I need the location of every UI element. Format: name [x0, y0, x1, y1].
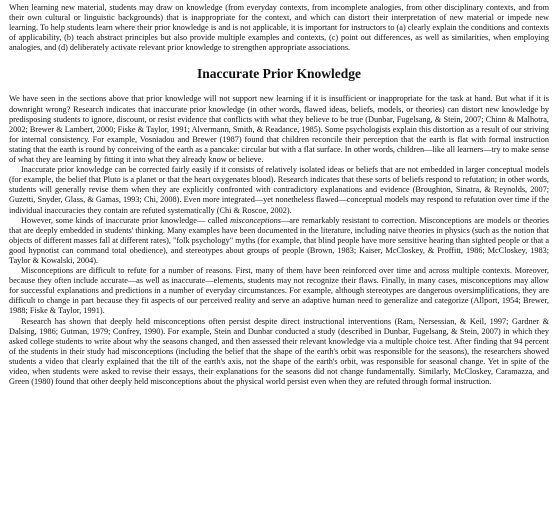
paragraph-refutation-difficulty: Misconceptions are difficult to refute for a number of reasons. First, many of them have been reinforced over time and across multiple contexts. Moreover, because they often include accurate—as well as inaccurate—elements, students may not recognize their flaws. Finally, in many cases, misconceptions may allow for successful explanations and predictions in a number of everyday circumstances. For example, although stereotypes are dangerous oversimplifications, they are difficult to change in part because they fit aspects of our perceived reality and serve an adaptive human need to generalize and categorize (Allport, 1954; Brewer, 1988; Fiske & Taylor, 1991).: [9, 266, 549, 316]
intro-paragraph: When learning new material, students may draw on knowledge (from everyday contexts, from incomplete analogies, from other disciplinary contexts, and from their own cultural or linguistic backgrounds) that is inappropriate for the context, and which can distort their interpretation of new material or impede new learning. To help students learn where their prior knowledge is and is not applicable, it is important for instructors to (a) clearly explain the conditions and contexts of applicability, (b) teach abstract principles but also provide multiple examples and contexts, (c) point out differences, as well as similarities, when employing analogies, and (d) deliberately activate relevant prior knowledge to strengthen appropriate associations.: [9, 3, 549, 53]
paragraph-distortion: We have seen in the sections above that prior knowledge will not support new learning if it is insufficient or inappropriate for the task at hand. But what if it is downright wrong? Research indicates that inaccurate prior knowledge (in other words, flawed ideas, beliefs, models, or theories) can distort new knowledge by predisposing students to ignore, discount, or resist evidence that conflicts with what they believe to be true (Dunbar, Fugelsang, & Stein, 2007; Chinn & Malhotra, 2002; Brewer & Lambert, 2000; Fiske & Taylor, 1991; Alvermann, Smith, & Readance, 1985). Some psychologists explain this distortion as a result of our striving for internal consistency. For example, Vosniadou and Brewer (1987) found that children reconcile their perception that the earth is flat with formal instruction stating that the earth is round by conceiving of the earth as a pancake: circular but with a flat surface. In other words, children—like all learners—try to make sense of what they are learning by fitting it into what they already know or believe.: [9, 94, 549, 165]
document-page: [9, 3, 549, 387]
paragraph-correction: Inaccurate prior knowledge can be corrected fairly easily if it consists of relatively isolated ideas or beliefs that are not embedded in larger conceptual models (for example, the belief that Pluto is a planet or that the heart oxygenates blood). Research indicates that these sorts of beliefs respond to refutation; in other words, students will generally revise them when they are explicitly confronted with contradictory explanations and evidence (Broughton, Sinatra, & Reynolds, 2007; Guzetti, Snyder, Glass, & Gamas, 1993; Chi, 2008). Even more integrated—yet nonetheless flawed—conceptual models may respond to refutation over time if the individual inaccuracies they contain are refuted systematically (Chi & Roscoe, 2002).: [9, 165, 549, 215]
misconceptions-term: misconceptions: [230, 215, 282, 225]
paragraph-research-persistence: Research has shown that deeply held misconceptions often persist despite direct instructional interventions (Ram, Nersessian, & Keil, 1997; Gardner & Dalsing, 1986; Gutman, 1979; Confrey, 1990). For example, Stein and Dunbar conducted a study (described in Dunbar, Fugelsang, & Stein, 2007) in which they asked college students to write about why the seasons changed, and then assessed their relevant knowledge via a multiple choice test. After finding that 94 percent of the students in their study had misconceptions (including the belief that the shape of the earth's orbit was responsible for the seasons), the researchers showed students a video that clearly explained that the tilt of the earth's axis, not the shape of the earth's orbit, was responsible for seasonal change. Yet in spite of the video, when students were asked to revise their essays, their explanations for the seasons did not change fundamentally. Similarly, McCloskey, Caramazza, and Green (1980) found that other deeply held misconceptions about the physical world persist even when they are refuted through formal instruction.: [9, 316, 549, 387]
paragraph-misconceptions: [9, 216, 549, 266]
misconceptions-text-before: However, some kinds of inaccurate prior knowledge— called: [21, 215, 231, 225]
section-heading: Inaccurate Prior Knowledge: [197, 66, 361, 82]
misconceptions-text-after: —are remarkably resistant to correction. Misconceptions are models or theories that are deeply embedded in students' thinking. Many examples have been documented in the literature, including naive theories in physics (such as the notion that objects of different masses fall at different rates), "folk psychology" myths (for example, that blind people have more sensitive hearing than sighted people or that a good hypnotist can command total obedience), and stereotypes about groups of people (Brown, 1983; Kaiser, McCloskey, & Proffitt, 1986; McCloskey, 1983; Taylor & Kowalski, 2004).: [9, 215, 550, 265]
